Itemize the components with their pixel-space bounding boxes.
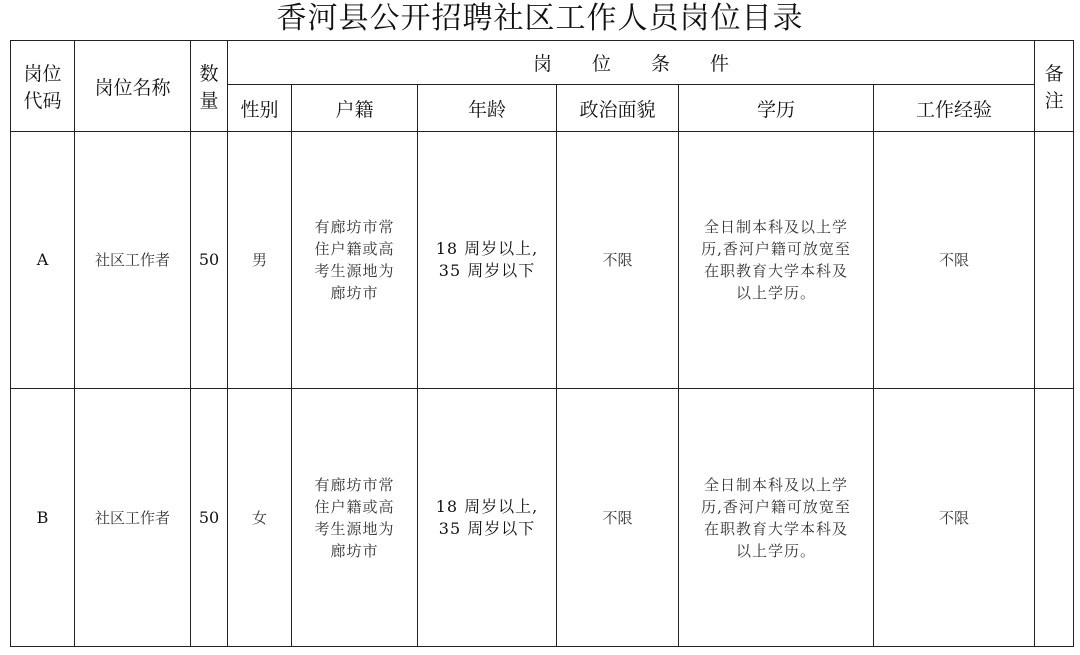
col-header-politics: 政治面貌 xyxy=(557,85,679,132)
cell-code: B xyxy=(11,389,75,647)
col-header-age: 年龄 xyxy=(418,85,557,132)
col-header-conditions: 岗位条件 xyxy=(228,41,1035,85)
cell-politics: 不限 xyxy=(557,132,679,389)
cell-hukou: 有廊坊市常 住户籍或高 考生源地为 廊坊市 xyxy=(292,132,418,389)
document-title: 香河县公开招聘社区工作人员岗位目录 xyxy=(276,1,804,36)
table-row xyxy=(11,132,1074,389)
cell-experience: 不限 xyxy=(874,389,1035,647)
cell-experience: 不限 xyxy=(874,132,1035,389)
col-header-experience: 工作经验 xyxy=(874,85,1035,132)
col-header-hukou: 户籍 xyxy=(292,85,418,132)
header-row-1 xyxy=(11,41,1074,85)
col-header-education: 学历 xyxy=(679,85,874,132)
cell-age: 18 周岁以上, 35 周岁以下 xyxy=(418,132,557,389)
cell-name: 社区工作者 xyxy=(75,132,191,389)
cell-hukou: 有廊坊市常 住户籍或高 考生源地为 廊坊市 xyxy=(292,389,418,647)
col-header-code: 岗位 代码 xyxy=(11,41,75,132)
cell-code: A xyxy=(11,132,75,389)
col-header-name: 岗位名称 xyxy=(75,41,191,132)
col-header-qty: 数 量 xyxy=(191,41,228,132)
cell-politics: 不限 xyxy=(557,389,679,647)
cell-qty: 50 xyxy=(191,132,228,389)
table-row xyxy=(11,389,1074,647)
cell-note xyxy=(1035,389,1074,647)
cell-gender: 男 xyxy=(228,132,292,389)
cell-education: 全日制本科及以上学 历,香河户籍可放宽至 在职教育大学本科及 以上学历。 xyxy=(679,132,874,389)
cell-education: 全日制本科及以上学 历,香河户籍可放宽至 在职教育大学本科及 以上学历。 xyxy=(679,389,874,647)
cell-age: 18 周岁以上, 35 周岁以下 xyxy=(418,389,557,647)
cell-gender: 女 xyxy=(228,389,292,647)
col-header-gender: 性别 xyxy=(228,85,292,132)
cell-qty: 50 xyxy=(191,389,228,647)
positions-table xyxy=(10,40,1074,647)
cell-note xyxy=(1035,132,1074,389)
col-header-note: 备 注 xyxy=(1035,41,1074,132)
cell-name: 社区工作者 xyxy=(75,389,191,647)
